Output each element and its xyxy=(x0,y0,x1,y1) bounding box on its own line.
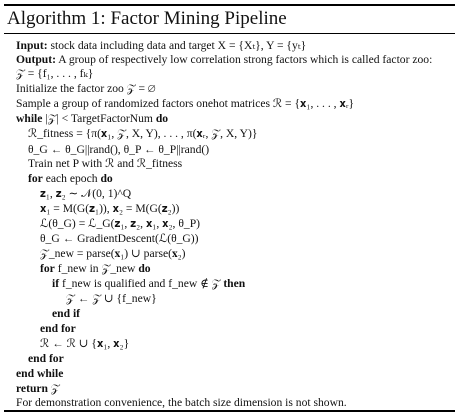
line-text: 𝒵 = {f₁, . . . , fₖ} xyxy=(16,67,94,80)
algo-line-5 xyxy=(16,97,354,111)
line-keyword: Input: xyxy=(16,39,48,52)
line-text: Sample a group of randomized factors onehot matrices ℛ = {𝐱₁, . . . , 𝐱ᵣ} xyxy=(16,97,355,110)
line-text: For demonstration convenience, the batch size dimension is not shown. xyxy=(16,396,347,409)
line-text: f_new is qualified and f_new ∉ 𝒵 xyxy=(59,277,224,290)
algo-line-12 xyxy=(40,202,179,216)
line-text: each epoch xyxy=(42,172,101,185)
line-keyword: return xyxy=(16,382,48,395)
bottom-rule xyxy=(4,410,455,412)
algo-line-25 xyxy=(16,396,347,410)
algo-line-16 xyxy=(40,262,151,276)
algo-line-8 xyxy=(28,143,209,157)
line-text: 𝒵 ← 𝒵 ∪ {f_new} xyxy=(66,292,157,305)
algo-line-14 xyxy=(40,232,199,246)
algo-line-7 xyxy=(28,127,257,141)
line-keyword: while xyxy=(16,112,43,125)
line-text: 𝒵 xyxy=(48,382,60,395)
line-keyword: for xyxy=(28,172,43,185)
line-text: A group of respectively low correlation strong factors which is called factor zoo: xyxy=(55,53,433,66)
line-text: 𝒵_new = parse(𝐱₁) ∪ parse(𝐱₂) xyxy=(40,247,186,260)
algo-line-9 xyxy=(28,157,182,171)
line-text: θ_G ← θ_G||rand(), θ_P ← θ_P||rand() xyxy=(28,143,210,156)
line-keyword: end for xyxy=(28,352,64,365)
algo-line-11 xyxy=(40,187,131,201)
algo-line-17 xyxy=(52,277,245,291)
line-text: θ_G ← GradientDescent(ℒ(θ_G)) xyxy=(40,232,199,245)
algo-line-20 xyxy=(40,322,76,336)
algo-line-23 xyxy=(16,367,63,381)
line-text: 𝐱₁ = M(G(𝐳₁)), 𝐱₂ = M(G(𝐳₂)) xyxy=(40,202,180,215)
line-keyword: end if xyxy=(52,307,81,320)
line-text: f_new in 𝒵_new xyxy=(54,262,139,275)
algo-line-13 xyxy=(40,217,200,231)
line-keyword-2: do xyxy=(100,172,113,185)
line-keyword: if xyxy=(52,277,60,290)
algo-line-15 xyxy=(40,247,186,261)
algorithm-title: Algorithm 1: Factor Mining Pipeline xyxy=(7,8,287,29)
line-text: ℒ(θ_G) = ℒ_G(𝐳₁, 𝐳₂, 𝐱₁, 𝐱₂, θ_P) xyxy=(40,217,201,230)
line-text: Train net P with ℛ and ℛ_fitness xyxy=(28,157,183,170)
algo-line-3 xyxy=(16,67,93,81)
line-keyword-2: do xyxy=(138,262,151,275)
line-text: Initialize the factor zoo 𝒵 = ∅ xyxy=(16,82,156,95)
line-keyword-2: do xyxy=(155,112,169,125)
algo-line-18 xyxy=(66,292,157,306)
line-text: ℛ ← ℛ ∪ {𝐱₁, 𝐱₂} xyxy=(40,337,130,350)
algo-line-19 xyxy=(52,307,80,321)
algo-line-22 xyxy=(28,352,64,366)
line-text: |𝒵| < TargetFactorNum xyxy=(42,112,156,125)
line-keyword-2: then xyxy=(223,277,246,290)
line-keyword: end while xyxy=(16,367,64,380)
line-keyword: Output: xyxy=(16,53,56,66)
algo-line-2 xyxy=(16,53,432,67)
algorithm-box xyxy=(4,4,455,412)
line-keyword: end for xyxy=(40,322,76,335)
algo-line-10 xyxy=(28,172,113,186)
line-text: 𝐳₁, 𝐳₂ ∼ 𝒩(0, 1)^Q xyxy=(40,187,132,200)
line-keyword: for xyxy=(40,262,55,275)
algo-line-1 xyxy=(16,39,306,53)
line-text: stock data including data and target X = {Xₜ}, Y = {yₜ} xyxy=(47,39,307,52)
title-rule xyxy=(4,33,455,34)
algo-line-21 xyxy=(40,337,129,351)
algo-line-4 xyxy=(16,82,156,96)
line-text: ℛ_fitness = {π(𝐱₁, 𝒵, X, Y), . . . , π(𝐱ᵣ, 𝒵, X, Y)} xyxy=(28,127,258,140)
algo-line-6 xyxy=(16,112,168,126)
algo-line-24 xyxy=(16,382,60,396)
